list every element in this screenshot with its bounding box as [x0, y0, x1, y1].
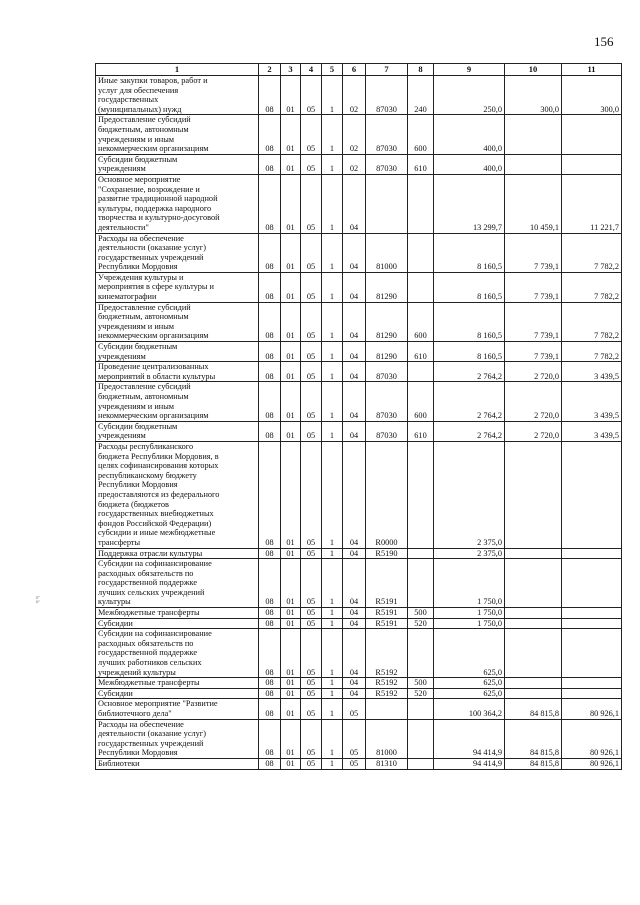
cell-code-subsection: 05: [301, 559, 322, 608]
cell-code-expense-type: [408, 362, 434, 382]
cell-expense-name: Субсидии на софинансирование расходных обязательств по государственной поддержке лучших работников сельских учреждений культуры: [96, 629, 259, 678]
cell-code-section: 01: [281, 719, 301, 758]
cell-code-direction: 87030: [366, 421, 408, 441]
cell-expense-name: Субсидии бюджетным учреждениям: [96, 154, 259, 174]
cell-amount-col9: 1 750,0: [434, 608, 505, 619]
cell-code-expense-type: 520: [408, 618, 434, 629]
cell-expense-name: Расходы на обеспечение деятельности (оказание услуг) государственных учреждений Республики Мордовия: [96, 233, 259, 272]
cell-code-section: 01: [281, 342, 301, 362]
cell-code-section: 01: [281, 76, 301, 115]
cell-expense-name: Основное мероприятие "Развитие библиотечного дела": [96, 699, 259, 719]
cell-code-expense-type: 500: [408, 608, 434, 619]
cell-amount-col11: [562, 559, 622, 608]
cell-amount-col11: 3 439,5: [562, 362, 622, 382]
cell-code-expense-type: [408, 233, 434, 272]
cell-code-subsection: 05: [301, 719, 322, 758]
cell-amount-col9: 100 364,2: [434, 699, 505, 719]
table-row: [96, 559, 622, 608]
table-row: [96, 154, 622, 174]
cell-code-expense-type: 600: [408, 382, 434, 421]
cell-amount-col10: [505, 559, 562, 608]
cell-code-direction: R5192: [366, 688, 408, 699]
cell-code-program: 1: [322, 758, 343, 769]
cell-code-program: 1: [322, 233, 343, 272]
cell-code-subsection: 05: [301, 758, 322, 769]
cell-code-event: 04: [343, 174, 366, 233]
cell-code-subsection: 05: [301, 678, 322, 689]
cell-amount-col11: [562, 678, 622, 689]
cell-code-expense-type: 520: [408, 688, 434, 699]
column-header: 7: [366, 64, 408, 76]
cell-code-subsection: 05: [301, 115, 322, 154]
cell-code-ministry: 08: [259, 758, 281, 769]
cell-amount-col9: 1 750,0: [434, 618, 505, 629]
cell-amount-col10: 84 815,8: [505, 699, 562, 719]
cell-amount-col9: 13 299,7: [434, 174, 505, 233]
table-row: [96, 608, 622, 619]
cell-expense-name: Библиотеки: [96, 758, 259, 769]
cell-expense-name: Расходы на обеспечение деятельности (оказание услуг) государственных учреждений Республики Мордовия: [96, 719, 259, 758]
cell-code-ministry: 08: [259, 421, 281, 441]
budget-table: [95, 63, 622, 770]
cell-code-direction: 81290: [366, 342, 408, 362]
cell-amount-col11: [562, 629, 622, 678]
cell-code-program: 1: [322, 559, 343, 608]
cell-code-event: 04: [343, 362, 366, 382]
cell-amount-col9: 8 160,5: [434, 302, 505, 341]
cell-expense-name: Межбюджетные трансферты: [96, 608, 259, 619]
table-row: [96, 362, 622, 382]
cell-amount-col10: 84 815,8: [505, 719, 562, 758]
cell-code-direction: 87030: [366, 76, 408, 115]
cell-code-ministry: 08: [259, 76, 281, 115]
cell-code-subsection: 05: [301, 272, 322, 302]
cell-code-direction: 81000: [366, 719, 408, 758]
cell-code-program: 1: [322, 272, 343, 302]
cell-code-program: 1: [322, 441, 343, 548]
cell-amount-col9: 8 160,5: [434, 233, 505, 272]
cell-expense-name: Предоставление субсидий бюджетным, автономным учреждениям и иным некоммерческим организациям: [96, 382, 259, 421]
cell-code-subsection: 05: [301, 302, 322, 341]
cell-amount-col9: 94 414,9: [434, 719, 505, 758]
cell-amount-col9: 8 160,5: [434, 342, 505, 362]
cell-code-program: 1: [322, 154, 343, 174]
cell-code-section: 01: [281, 441, 301, 548]
cell-amount-col10: 10 459,1: [505, 174, 562, 233]
cell-code-program: 1: [322, 174, 343, 233]
cell-code-ministry: 08: [259, 608, 281, 619]
cell-code-event: 04: [343, 441, 366, 548]
cell-code-subsection: 05: [301, 699, 322, 719]
table-row: [96, 174, 622, 233]
cell-code-expense-type: 610: [408, 342, 434, 362]
cell-code-expense-type: 500: [408, 678, 434, 689]
cell-code-direction: 81290: [366, 272, 408, 302]
cell-amount-col9: 8 160,5: [434, 272, 505, 302]
cell-code-program: 1: [322, 629, 343, 678]
cell-expense-name: Субсидии бюджетным учреждениям: [96, 342, 259, 362]
cell-code-direction: R5191: [366, 559, 408, 608]
cell-code-program: 1: [322, 382, 343, 421]
table-row: [96, 342, 622, 362]
cell-expense-name: Расходы республиканского бюджета Республики Мордовия, в целях софинансирования которых республиканскому бюджету Республики Мордовия предоставляются из федерального бюджета (бюджетов государственных внебюджетных фондов Российской Федерации) субсидии и иные межбюджетные трансферты: [96, 441, 259, 548]
cell-amount-col11: [562, 688, 622, 699]
cell-code-event: 04: [343, 629, 366, 678]
cell-code-event: 04: [343, 342, 366, 362]
cell-amount-col9: 2 764,2: [434, 382, 505, 421]
cell-code-section: 01: [281, 629, 301, 678]
cell-code-event: 04: [343, 608, 366, 619]
cell-amount-col10: 2 720,0: [505, 382, 562, 421]
cell-amount-col9: 250,0: [434, 76, 505, 115]
cell-amount-col11: [562, 618, 622, 629]
cell-code-direction: 81000: [366, 233, 408, 272]
column-header: 5: [322, 64, 343, 76]
cell-code-program: 1: [322, 362, 343, 382]
cell-code-event: 04: [343, 302, 366, 341]
cell-code-program: 1: [322, 688, 343, 699]
cell-code-subsection: 05: [301, 154, 322, 174]
cell-code-expense-type: 240: [408, 76, 434, 115]
table-row: [96, 421, 622, 441]
cell-code-event: 02: [343, 154, 366, 174]
cell-code-direction: 81290: [366, 302, 408, 341]
cell-amount-col9: 400,0: [434, 115, 505, 154]
cell-amount-col11: 300,0: [562, 76, 622, 115]
cell-expense-name: Поддержка отрасли культуры: [96, 548, 259, 559]
cell-amount-col9: 1 750,0: [434, 559, 505, 608]
cell-code-event: 05: [343, 719, 366, 758]
table-row: [96, 76, 622, 115]
cell-code-section: 01: [281, 559, 301, 608]
cell-code-subsection: 05: [301, 618, 322, 629]
cell-code-subsection: 05: [301, 342, 322, 362]
cell-code-ministry: 08: [259, 272, 281, 302]
table-row: [96, 699, 622, 719]
table-row: [96, 758, 622, 769]
cell-code-subsection: 05: [301, 421, 322, 441]
cell-code-direction: 81310: [366, 758, 408, 769]
cell-code-event: 04: [343, 382, 366, 421]
table-row: [96, 629, 622, 678]
cell-amount-col11: 80 926,1: [562, 719, 622, 758]
cell-code-event: 04: [343, 272, 366, 302]
cell-amount-col10: 84 815,8: [505, 758, 562, 769]
cell-amount-col10: 7 739,1: [505, 302, 562, 341]
cell-code-program: 1: [322, 618, 343, 629]
cell-code-event: 04: [343, 559, 366, 608]
cell-code-ministry: 08: [259, 362, 281, 382]
cell-expense-name: Субсидии: [96, 688, 259, 699]
cell-code-ministry: 08: [259, 441, 281, 548]
cell-amount-col9: 2 375,0: [434, 548, 505, 559]
table-row: [96, 678, 622, 689]
cell-code-section: 01: [281, 362, 301, 382]
cell-amount-col11: 80 926,1: [562, 699, 622, 719]
table-row: [96, 548, 622, 559]
cell-code-direction: [366, 174, 408, 233]
cell-code-ministry: 08: [259, 115, 281, 154]
cell-code-subsection: 05: [301, 233, 322, 272]
cell-amount-col10: 300,0: [505, 76, 562, 115]
cell-code-subsection: 05: [301, 382, 322, 421]
table-header-row: [96, 64, 622, 76]
cell-amount-col11: 11 221,7: [562, 174, 622, 233]
table-row: [96, 719, 622, 758]
cell-code-ministry: 08: [259, 233, 281, 272]
cell-code-event: 04: [343, 618, 366, 629]
column-header: 3: [281, 64, 301, 76]
column-header: 9: [434, 64, 505, 76]
cell-amount-col11: [562, 608, 622, 619]
cell-code-expense-type: [408, 559, 434, 608]
cell-code-ministry: 08: [259, 302, 281, 341]
cell-code-direction: R5192: [366, 629, 408, 678]
table-row: [96, 115, 622, 154]
cell-amount-col9: 2 375,0: [434, 441, 505, 548]
cell-expense-name: Предоставление субсидий бюджетным, автономным учреждениям и иным некоммерческим организациям: [96, 115, 259, 154]
cell-code-expense-type: [408, 629, 434, 678]
cell-expense-name: Субсидии: [96, 618, 259, 629]
table-body: [96, 76, 622, 770]
cell-code-subsection: 05: [301, 362, 322, 382]
cell-code-expense-type: 600: [408, 115, 434, 154]
cell-amount-col10: [505, 608, 562, 619]
cell-code-event: 04: [343, 421, 366, 441]
cell-expense-name: Проведение централизованных мероприятий в области культуры: [96, 362, 259, 382]
cell-code-section: 01: [281, 174, 301, 233]
cell-code-ministry: 08: [259, 688, 281, 699]
cell-code-ministry: 08: [259, 154, 281, 174]
cell-code-section: 01: [281, 154, 301, 174]
cell-amount-col11: 7 782,2: [562, 272, 622, 302]
cell-code-event: 02: [343, 76, 366, 115]
cell-amount-col10: [505, 618, 562, 629]
scan-side-mark: ьь: [34, 596, 42, 605]
cell-code-expense-type: 610: [408, 421, 434, 441]
cell-amount-col9: 625,0: [434, 688, 505, 699]
table-row: [96, 618, 622, 629]
cell-amount-col10: [505, 154, 562, 174]
cell-code-program: 1: [322, 421, 343, 441]
cell-code-expense-type: [408, 548, 434, 559]
cell-amount-col11: [562, 548, 622, 559]
table-row: [96, 302, 622, 341]
cell-amount-col10: [505, 629, 562, 678]
cell-amount-col11: 7 782,2: [562, 342, 622, 362]
cell-amount-col10: 7 739,1: [505, 272, 562, 302]
cell-code-expense-type: [408, 272, 434, 302]
cell-code-section: 01: [281, 608, 301, 619]
table-row: [96, 233, 622, 272]
cell-code-event: 04: [343, 688, 366, 699]
cell-amount-col10: 2 720,0: [505, 421, 562, 441]
cell-code-program: 1: [322, 115, 343, 154]
cell-code-ministry: 08: [259, 382, 281, 421]
cell-code-event: 05: [343, 699, 366, 719]
cell-amount-col11: [562, 441, 622, 548]
cell-code-subsection: 05: [301, 548, 322, 559]
cell-code-expense-type: [408, 174, 434, 233]
table-row: [96, 382, 622, 421]
cell-code-subsection: 05: [301, 441, 322, 548]
cell-code-direction: 87030: [366, 115, 408, 154]
cell-code-section: 01: [281, 758, 301, 769]
cell-code-section: 01: [281, 618, 301, 629]
cell-expense-name: Иные закупки товаров, работ и услуг для обеспечения государственных (муниципальных) нужд: [96, 76, 259, 115]
cell-code-expense-type: [408, 699, 434, 719]
cell-code-ministry: 08: [259, 629, 281, 678]
cell-code-program: 1: [322, 76, 343, 115]
cell-code-section: 01: [281, 678, 301, 689]
cell-code-expense-type: [408, 441, 434, 548]
cell-code-direction: 87030: [366, 154, 408, 174]
cell-code-ministry: 08: [259, 174, 281, 233]
cell-code-section: 01: [281, 699, 301, 719]
cell-amount-col11: 3 439,5: [562, 382, 622, 421]
cell-code-section: 01: [281, 115, 301, 154]
cell-code-direction: R0000: [366, 441, 408, 548]
table-row: [96, 441, 622, 548]
column-header: 8: [408, 64, 434, 76]
column-header: 10: [505, 64, 562, 76]
cell-code-section: 01: [281, 272, 301, 302]
cell-code-program: 1: [322, 678, 343, 689]
cell-amount-col10: [505, 441, 562, 548]
cell-code-ministry: 08: [259, 678, 281, 689]
cell-expense-name: Учреждения культуры и мероприятия в сфере культуры и кинематографии: [96, 272, 259, 302]
cell-code-ministry: 08: [259, 618, 281, 629]
cell-code-section: 01: [281, 233, 301, 272]
cell-code-subsection: 05: [301, 608, 322, 619]
cell-code-ministry: 08: [259, 548, 281, 559]
cell-amount-col10: [505, 688, 562, 699]
cell-code-program: 1: [322, 699, 343, 719]
cell-amount-col11: 80 926,1: [562, 758, 622, 769]
cell-code-direction: R5192: [366, 678, 408, 689]
cell-amount-col10: [505, 548, 562, 559]
cell-code-program: 1: [322, 302, 343, 341]
cell-amount-col9: 400,0: [434, 154, 505, 174]
column-header: 1: [96, 64, 259, 76]
cell-amount-col9: 625,0: [434, 678, 505, 689]
cell-code-event: 02: [343, 115, 366, 154]
cell-code-subsection: 05: [301, 174, 322, 233]
cell-code-expense-type: [408, 719, 434, 758]
cell-amount-col11: 7 782,2: [562, 302, 622, 341]
cell-code-program: 1: [322, 719, 343, 758]
cell-code-expense-type: [408, 758, 434, 769]
cell-code-expense-type: 610: [408, 154, 434, 174]
cell-amount-col10: [505, 115, 562, 154]
cell-code-ministry: 08: [259, 559, 281, 608]
cell-code-program: 1: [322, 342, 343, 362]
column-header: 6: [343, 64, 366, 76]
cell-amount-col11: 3 439,5: [562, 421, 622, 441]
cell-amount-col10: [505, 678, 562, 689]
cell-code-section: 01: [281, 548, 301, 559]
cell-code-direction: R5191: [366, 618, 408, 629]
cell-code-ministry: 08: [259, 719, 281, 758]
cell-code-section: 01: [281, 421, 301, 441]
page-number: 156: [594, 34, 614, 49]
cell-code-expense-type: 600: [408, 302, 434, 341]
cell-amount-col10: 7 739,1: [505, 342, 562, 362]
cell-amount-col9: 94 414,9: [434, 758, 505, 769]
cell-code-event: 04: [343, 233, 366, 272]
cell-code-direction: R5191: [366, 608, 408, 619]
cell-code-direction: 87030: [366, 362, 408, 382]
cell-code-program: 1: [322, 608, 343, 619]
cell-code-direction: R5190: [366, 548, 408, 559]
cell-code-event: 05: [343, 758, 366, 769]
cell-expense-name: Субсидии бюджетным учреждениям: [96, 421, 259, 441]
cell-amount-col10: 7 739,1: [505, 233, 562, 272]
cell-expense-name: Основное мероприятие "Сохранение, возрождение и развитие традиционной народной культуры, поддержка народного творчества и культурно-досуговой деятельности": [96, 174, 259, 233]
cell-expense-name: Субсидии на софинансирование расходных обязательств по государственной поддержке лучших сельских учреждений культуры: [96, 559, 259, 608]
column-header: 4: [301, 64, 322, 76]
cell-code-program: 1: [322, 548, 343, 559]
cell-code-event: 04: [343, 548, 366, 559]
cell-amount-col9: 2 764,2: [434, 362, 505, 382]
cell-amount-col9: 625,0: [434, 629, 505, 678]
cell-code-subsection: 05: [301, 629, 322, 678]
cell-amount-col11: [562, 154, 622, 174]
cell-code-ministry: 08: [259, 699, 281, 719]
cell-amount-col11: 7 782,2: [562, 233, 622, 272]
cell-amount-col11: [562, 115, 622, 154]
cell-code-subsection: 05: [301, 76, 322, 115]
cell-expense-name: Предоставление субсидий бюджетным, автономным учреждениям и иным некоммерческим организациям: [96, 302, 259, 341]
cell-code-section: 01: [281, 302, 301, 341]
cell-code-direction: [366, 699, 408, 719]
column-header: 11: [562, 64, 622, 76]
cell-expense-name: Межбюджетные трансферты: [96, 678, 259, 689]
cell-code-section: 01: [281, 382, 301, 421]
cell-amount-col9: 2 764,2: [434, 421, 505, 441]
table-row: [96, 688, 622, 699]
table-row: [96, 272, 622, 302]
cell-code-direction: 87030: [366, 382, 408, 421]
cell-code-event: 04: [343, 678, 366, 689]
column-header: 2: [259, 64, 281, 76]
cell-amount-col10: 2 720,0: [505, 362, 562, 382]
cell-code-section: 01: [281, 688, 301, 699]
cell-code-subsection: 05: [301, 688, 322, 699]
cell-code-ministry: 08: [259, 342, 281, 362]
